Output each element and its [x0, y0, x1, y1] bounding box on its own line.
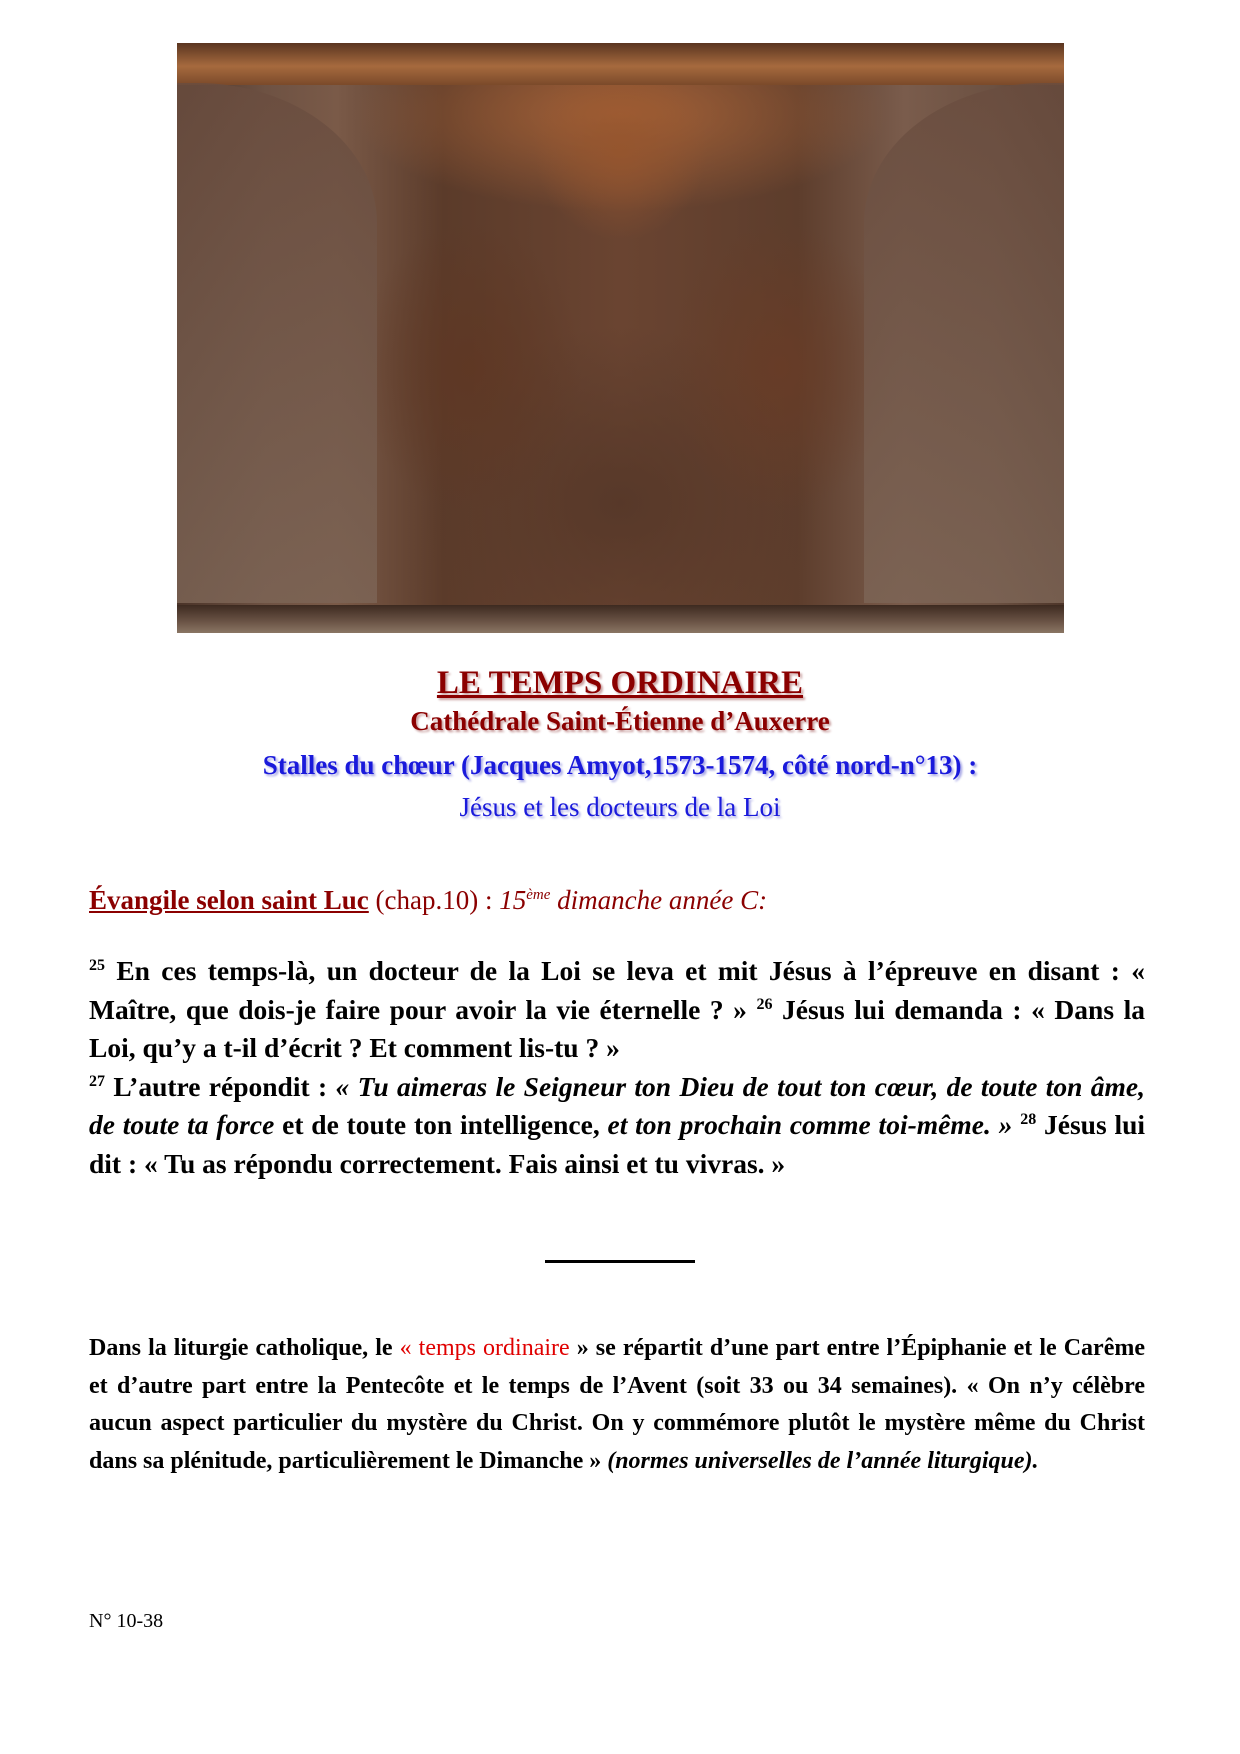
photo-top-beam [177, 43, 1064, 85]
gospel-reading [89, 952, 1145, 1183]
note-intro: Dans la liturgie catholique, le [89, 1335, 400, 1361]
liturgy-note [89, 1330, 1145, 1480]
sunday-label: dimanche année C: [550, 885, 768, 915]
verse-27-middle: et de toute ton intelligence, [274, 1109, 608, 1140]
page-number: N° 10-38 [89, 1610, 164, 1632]
scene-subtitle: Jésus et les docteurs de la Loi [459, 792, 781, 822]
note-body: » se répartit d’une part entre l’Épiphanie et le Carême et d’autre part entre la Pentecôte et le temps de l’Avent (soit 33 ou 34 semaines). « On n’y célèbre aucun aspect particulier du mystère du Christ. On y commémore plutôt le mystère même du Christ dans sa plénitude, particulièrement le Dimanche » [89, 1335, 1145, 1474]
section-separator [545, 1260, 695, 1263]
verse-27-intro: L’autre répondit : [105, 1070, 336, 1102]
gospel-chapter: (chap.10) : [368, 885, 500, 915]
verse-number-25: 25 [89, 956, 105, 974]
verse-number-28: 28 [1020, 1110, 1037, 1128]
note-source: (normes universelles de l’année liturgique). [607, 1447, 1039, 1474]
gospel-book: Évangile selon saint Luc [89, 885, 369, 915]
cathedral-subtitle: Cathédrale Saint-Étienne d’Auxerre [410, 706, 830, 736]
verse-27-quote-1: « Tu aimeras le Seigneur ton Dieu de tout ton cœur, de toute ton âme, de toute ta force [89, 1070, 1146, 1140]
verse-25: En ces temps-là, un docteur de la Loi se leva et mit Jésus à l’épreuve en disant : « Maître, que dois-je faire pour avoir la vie éternelle ? » [89, 955, 1145, 1025]
verse-28: Jésus lui dit : « Tu as répondu correctement. Fais ainsi et tu vivras. » [89, 1109, 1146, 1179]
verse-27-quote-2: et ton prochain comme toi-même. » [607, 1109, 1013, 1140]
sunday-suffix: ème [526, 887, 551, 903]
verse-number-26: 26 [756, 995, 773, 1013]
note-highlight: « temps ordinaire [399, 1335, 570, 1361]
photo-bottom-beam [177, 605, 1064, 633]
photo-left-arch [177, 83, 377, 603]
photo-right-arch [864, 83, 1064, 603]
stalls-subtitle: Stalles du chœur (Jacques Amyot,1573-1574, côté nord-n°13) : [262, 750, 978, 780]
verse-26: Jésus lui demanda : « Dans la Loi, qu’y a t-il d’écrit ? Et comment lis-tu ? » [89, 993, 1145, 1063]
page-title: LE TEMPS ORDINAIRE [436, 665, 804, 701]
gospel-heading [89, 878, 767, 917]
sunday-number: 15 [499, 885, 527, 915]
misericord-photo [177, 43, 1064, 633]
verse-number-27: 27 [89, 1072, 105, 1090]
